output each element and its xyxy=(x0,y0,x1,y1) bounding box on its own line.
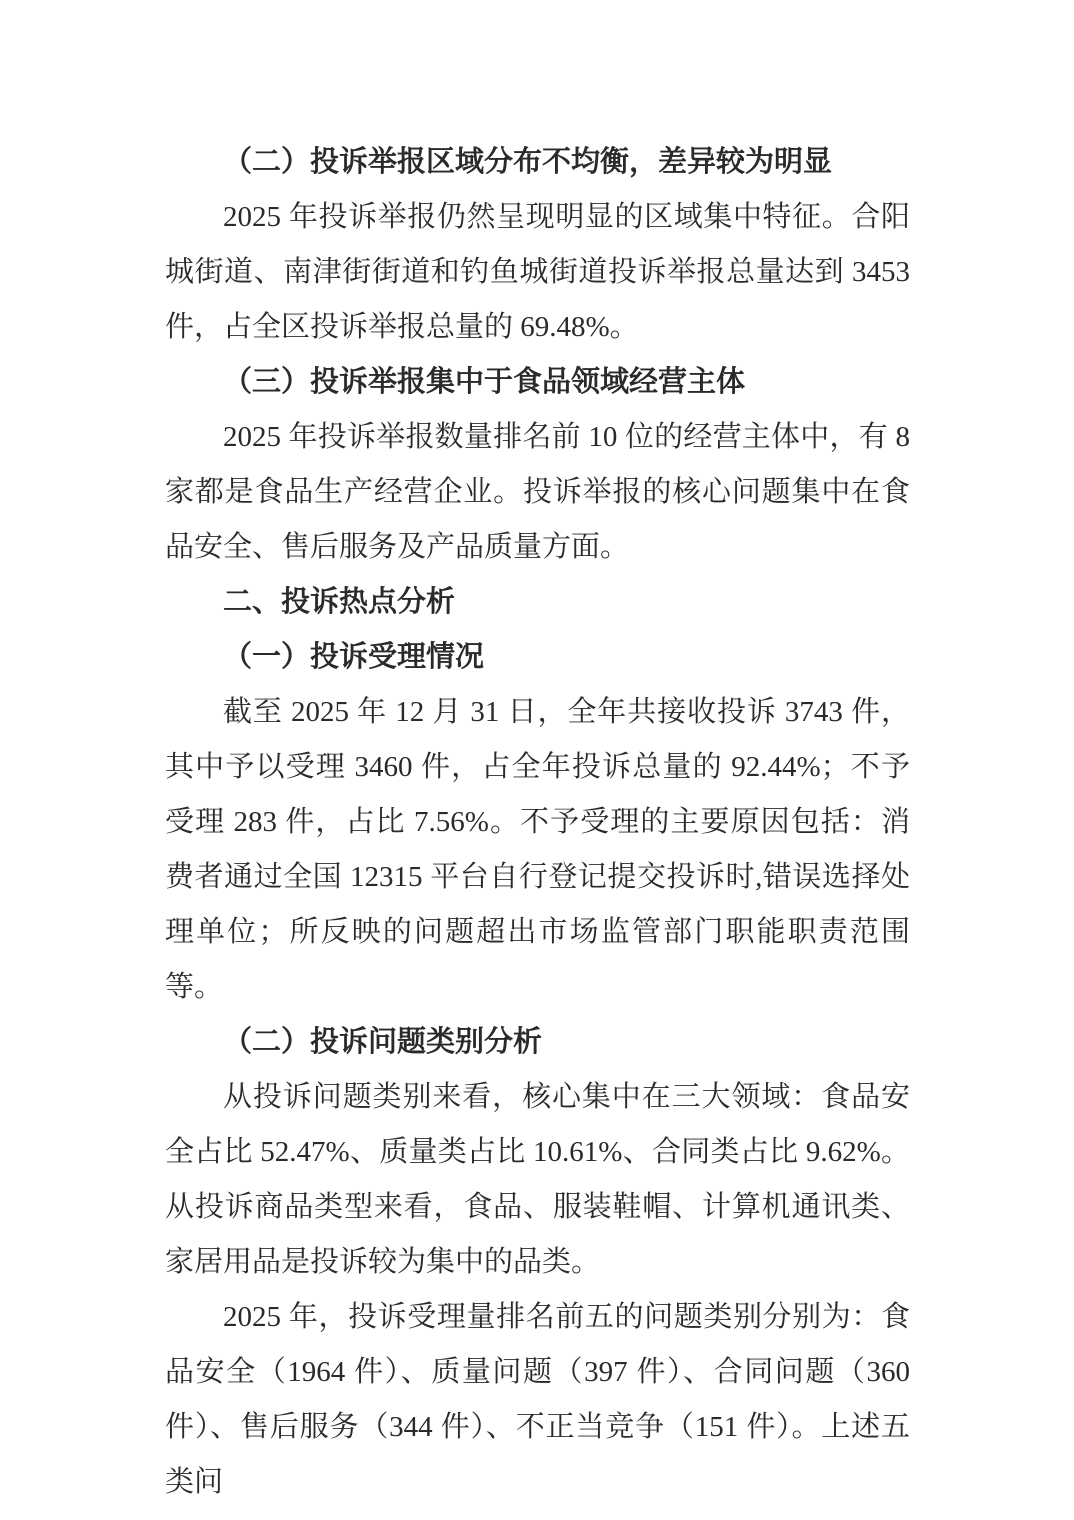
subheading-report-region-distribution: （二）投诉举报区域分布不均衡，差异较为明显 xyxy=(223,146,833,178)
paragraph-complaint-categories: 从投诉问题类别来看，核心集中在三大领域：食品安全占比 52.47%、质量类占比 10.61%、合同类占比 9.62%。从投诉商品类型来看，食品、服装鞋帽、计算机通讯类、家居用品是投诉较为集中的品类。 xyxy=(165,1081,910,1278)
subheading-food-sector-entities: （三）投诉举报集中于食品领域经营主体 xyxy=(223,366,746,398)
paragraph-top-five-categories: 2025 年，投诉受理量排名前五的问题类别分别为：食品安全（1964 件）、质量问题（397 件）、合同问题（360 件）、售后服务（344 件）、不正当竞争（151 件）。上述五类问 xyxy=(165,1301,910,1498)
subheading-complaint-category-analysis: （二）投诉问题类别分析 xyxy=(223,1026,543,1058)
subheading-complaint-acceptance: （一）投诉受理情况 xyxy=(223,641,485,673)
heading-complaint-hotspot-analysis: 二、投诉热点分析 xyxy=(223,586,456,618)
paragraph-food-sector-entities: 2025 年投诉举报数量排名前 10 位的经营主体中，有 8 家都是食品生产经营企业。投诉举报的核心问题集中在食品安全、售后服务及产品质量方面。 xyxy=(165,421,910,563)
paragraph-region-distribution: 2025 年投诉举报仍然呈现明显的区域集中特征。合阳城街道、南津街街道和钓鱼城街道投诉举报总量达到 3453 件，占全区投诉举报总量的 69.48%。 xyxy=(165,201,910,343)
paragraph-complaint-acceptance: 截至 2025 年 12 月 31 日，全年共接收投诉 3743 件，其中予以受理 3460 件，占全年投诉总量的 92.44%；不予受理 283 件，占比 7.56%。不予受理的主要原因包括：消费者通过全国 12315 平台自行登记提交投诉时,错误选择处理单位；所反映的问题超出市场监管部门职能职责范围等。 xyxy=(165,696,910,1003)
